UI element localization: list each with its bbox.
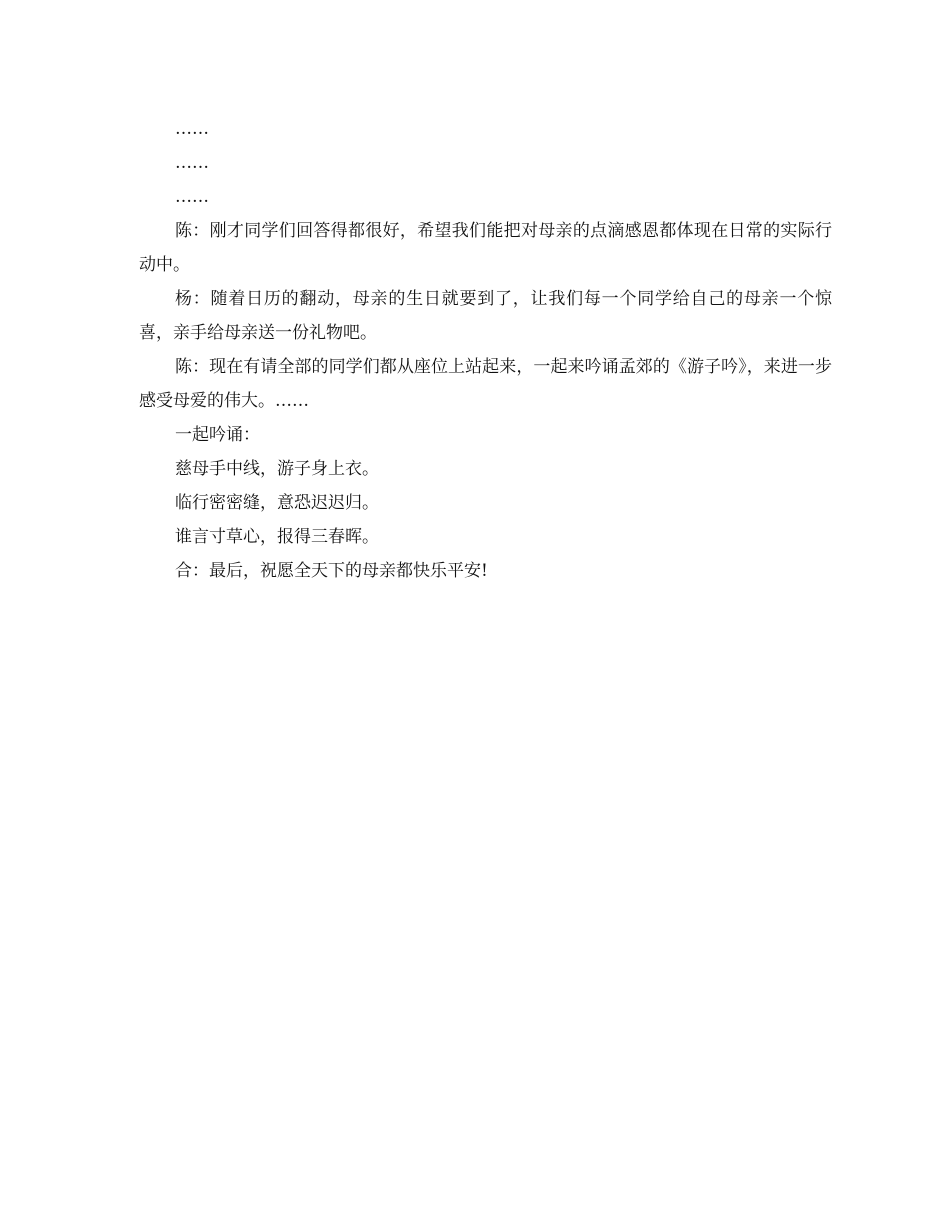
ellipsis-line-3: …… bbox=[175, 187, 209, 207]
ellipsis-line-2: …… bbox=[175, 153, 209, 173]
closing-paragraph: 合：最后，祝愿全天下的母亲都快乐平安! bbox=[175, 561, 488, 581]
paragraph-chen-1: 陈：刚才同学们回答得都很好，希望我们能把对母亲的点滴感恩都体现在日常的实际行动中。 bbox=[139, 221, 832, 275]
recitation-heading: 一起吟诵： bbox=[175, 425, 260, 445]
ellipsis-line-1: …… bbox=[175, 119, 209, 139]
poem-line-2: 临行密密缝，意恐迟迟归。 bbox=[175, 493, 379, 513]
document-body bbox=[139, 112, 832, 588]
paragraph-chen-2: 陈：现在有请全部的同学们都从座位上站起来，一起来吟诵孟郊的《游子吟》，来进一步感受母爱的伟大。…… bbox=[139, 357, 832, 411]
poem-line-3: 谁言寸草心，报得三春晖。 bbox=[175, 527, 379, 547]
poem-line-1: 慈母手中线，游子身上衣。 bbox=[175, 459, 379, 479]
paragraph-yang: 杨：随着日历的翻动，母亲的生日就要到了，让我们每一个同学给自己的母亲一个惊喜，亲手给母亲送一份礼物吧。 bbox=[139, 289, 832, 343]
